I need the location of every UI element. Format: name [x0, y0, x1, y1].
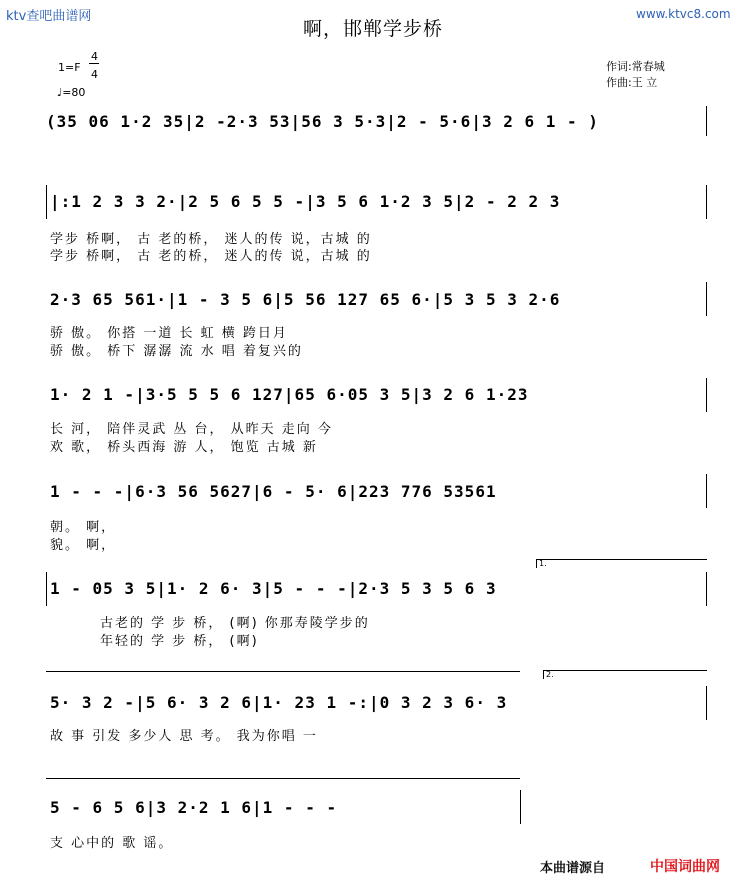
first-ending-label: 1. — [539, 559, 547, 568]
source-label: 本曲谱源自 — [540, 861, 606, 876]
lyric-line-8: 支 心中的 歌 谣。 — [50, 836, 174, 851]
composer-credit: 作曲:王 立 — [606, 76, 658, 89]
notation-line-7: 5· 3 2 -|5 6· 3 2 6|1· 23 1 -:|0 3 2 3 6· 3 — [50, 693, 508, 712]
barline — [706, 686, 707, 720]
barline — [706, 474, 707, 508]
barline — [706, 282, 707, 316]
barline — [706, 185, 707, 219]
lyric-line-5-verse-2: 貌。 啊， — [50, 538, 117, 553]
time-signature-line — [89, 63, 99, 64]
first-ending-continuation — [46, 671, 520, 672]
lyric-line-2-verse-1: 学步 桥啊， 古 老的桥， 迷人的传 说，古城 的 — [50, 232, 372, 247]
notation-line-3: 2·3 65 561·|1 - 3 5 6|5 56 127 65 6·|5 3 5 3 2·6 — [50, 290, 561, 309]
repeat-start-barline — [46, 185, 47, 219]
watermark-left: ktv查吧曲谱网 — [6, 9, 92, 24]
notation-line-5: 1 - - -|6·3 56 5627|6 - 5· 6|223 776 53561 — [50, 482, 497, 501]
barline — [706, 378, 707, 412]
final-barline — [520, 790, 521, 824]
notation-line-8: 5 - 6 5 6|3 2·2 1 6|1 - - - — [50, 798, 338, 817]
lyric-line-7: 故 事 引发 多少人 思 考。 我为你唱 一 — [50, 729, 318, 744]
notation-line-4: 1· 2 1 -|3·5 5 5 6 127|65 6·05 3 5|3 2 6 1·23 — [50, 385, 529, 404]
source-site-link[interactable]: 中国词曲网 — [650, 859, 720, 875]
lyric-line-5-verse-1: 朝。 啊， — [50, 520, 117, 535]
barline — [706, 106, 707, 136]
lyric-line-2-verse-2: 学步 桥啊， 古 老的桥， 迷人的传 说，古城 的 — [50, 249, 372, 264]
notation-line-1: (35 06 1·2 35|2 -2·3 53|56 3 5·3|2 - 5·6|3 2 6 1 - ) — [46, 112, 599, 131]
notation-line-2: |:1 2 3 3 2·|2 5 6 5 5 -|3 5 6 1·2 3 5|2 - 2 2 3 — [50, 192, 561, 211]
lyric-line-6-verse-1: 古老的 学 步 桥， (啊) 你那寿陵学步的 — [100, 616, 370, 631]
lyric-line-6-verse-2: 年轻的 学 步 桥， (啊) — [100, 634, 259, 649]
barline — [46, 572, 47, 606]
second-ending-label: 2. — [546, 670, 554, 679]
notation-line-6: 1 - 05 3 5|1· 2 6· 3|5 - - -|2·3 5 3 5 6 3 — [50, 579, 497, 598]
time-signature-bottom: 4 — [91, 68, 98, 81]
first-ending-bracket — [536, 559, 707, 568]
tempo-mark: ♩=80 — [57, 86, 86, 99]
lyric-line-3-verse-1: 骄 傲。 你搭 一道 长 虹 横 跨日月 — [50, 326, 288, 341]
second-ending-bracket — [543, 670, 707, 679]
lyricist-credit: 作词:常春城 — [606, 60, 665, 73]
song-title: 啊，邯郸学步桥 — [302, 18, 443, 40]
time-signature-top: 4 — [91, 50, 98, 63]
watermark-right: www.ktvc8.com — [636, 7, 731, 21]
key-signature: 1=F — [58, 61, 81, 74]
barline — [706, 572, 707, 606]
second-ending-continuation — [46, 778, 520, 779]
lyric-line-4-verse-1: 长 河， 陪伴灵武 丛 台， 从昨天 走向 今 — [50, 422, 333, 437]
lyric-line-3-verse-2: 骄 傲。 桥下 潺潺 流 水 唱 着复兴的 — [50, 344, 303, 359]
lyric-line-4-verse-2: 欢 歌， 桥头西海 游 人， 饱览 古城 新 — [50, 440, 318, 455]
